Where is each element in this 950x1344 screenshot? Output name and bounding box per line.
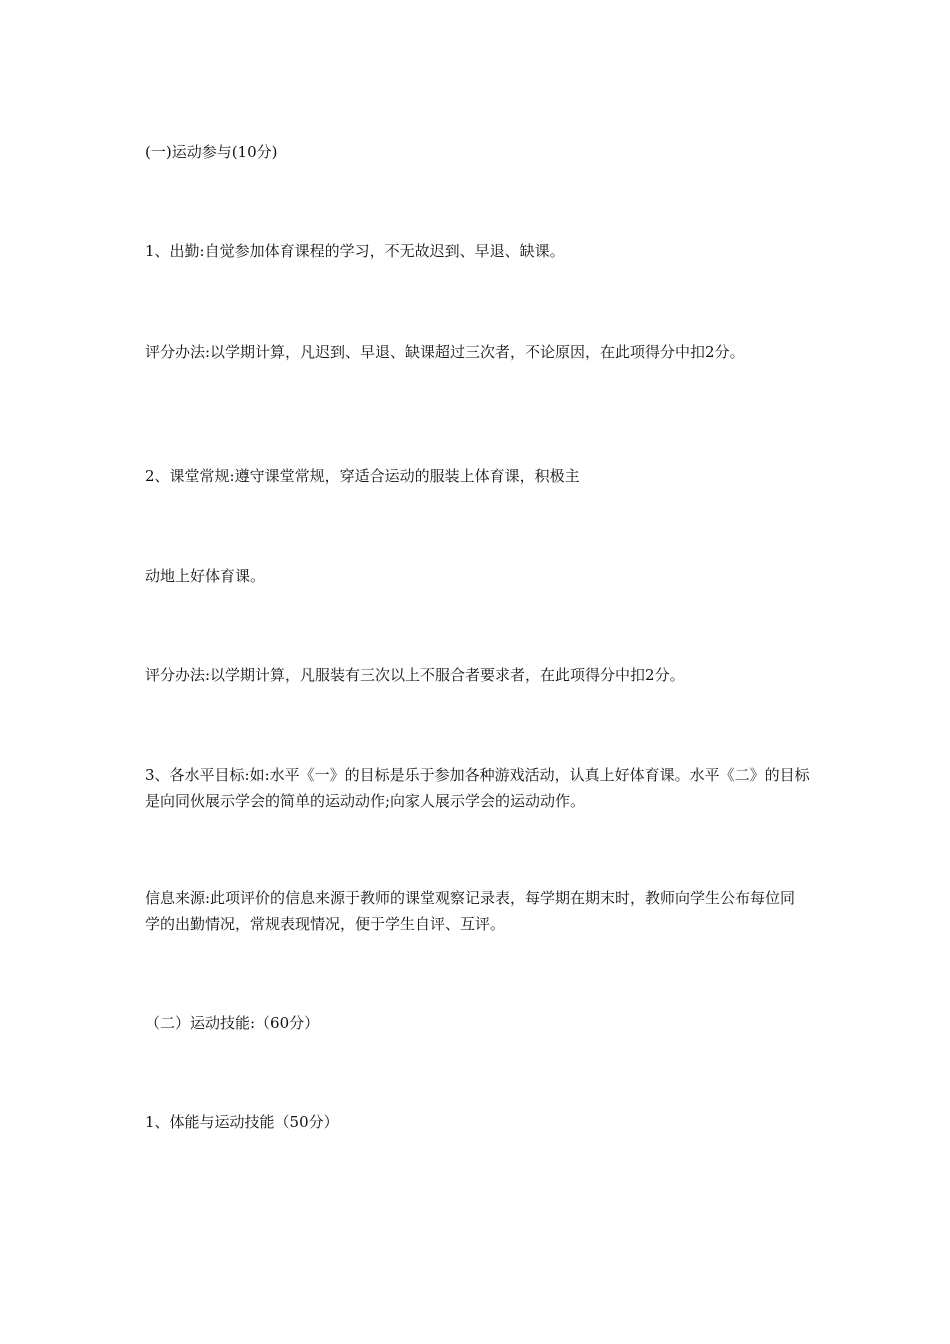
item-class-routine: 2、课堂常规:遵守课堂常规，穿适合运动的服装上体育课，积极主 [145,467,580,485]
item-level-goals: 3、各水平目标:如:水平《一》的目标是乐于参加各种游戏活动，认真上好体育课。水平《二》的目标是向同伙展示学会的简单的运动动作;向家人展示学会的运动动作。 [145,766,810,810]
information-source: 信息来源:此项评价的信息来源于教师的课堂观察记录表，每学期在期末时，教师向学生公布每位同学的出勤情况，常规表现情况，便于学生自评、互评。 [145,889,796,933]
scoring-method-attendance: 评分办法:以学期计算，凡迟到、早退、缺课超过三次者，不论原因，在此项得分中扣2分。 [145,343,745,361]
section-heading-sport-skills: （二）运动技能:（60分） [145,1014,320,1032]
item-fitness-skills: 1、体能与运动技能（50分） [145,1113,339,1131]
scoring-method-routine: 评分办法:以学期计算，凡服装有三次以上不服合者要求者，在此项得分中扣2分。 [145,666,685,684]
item-class-routine-continued: 动地上好体育课。 [145,567,266,585]
section-heading-sport-participation: (一)运动参与(10分) [145,143,278,161]
item-attendance: 1、出勤:自觉参加体育课程的学习，不无故迟到、早退、缺课。 [145,242,565,260]
